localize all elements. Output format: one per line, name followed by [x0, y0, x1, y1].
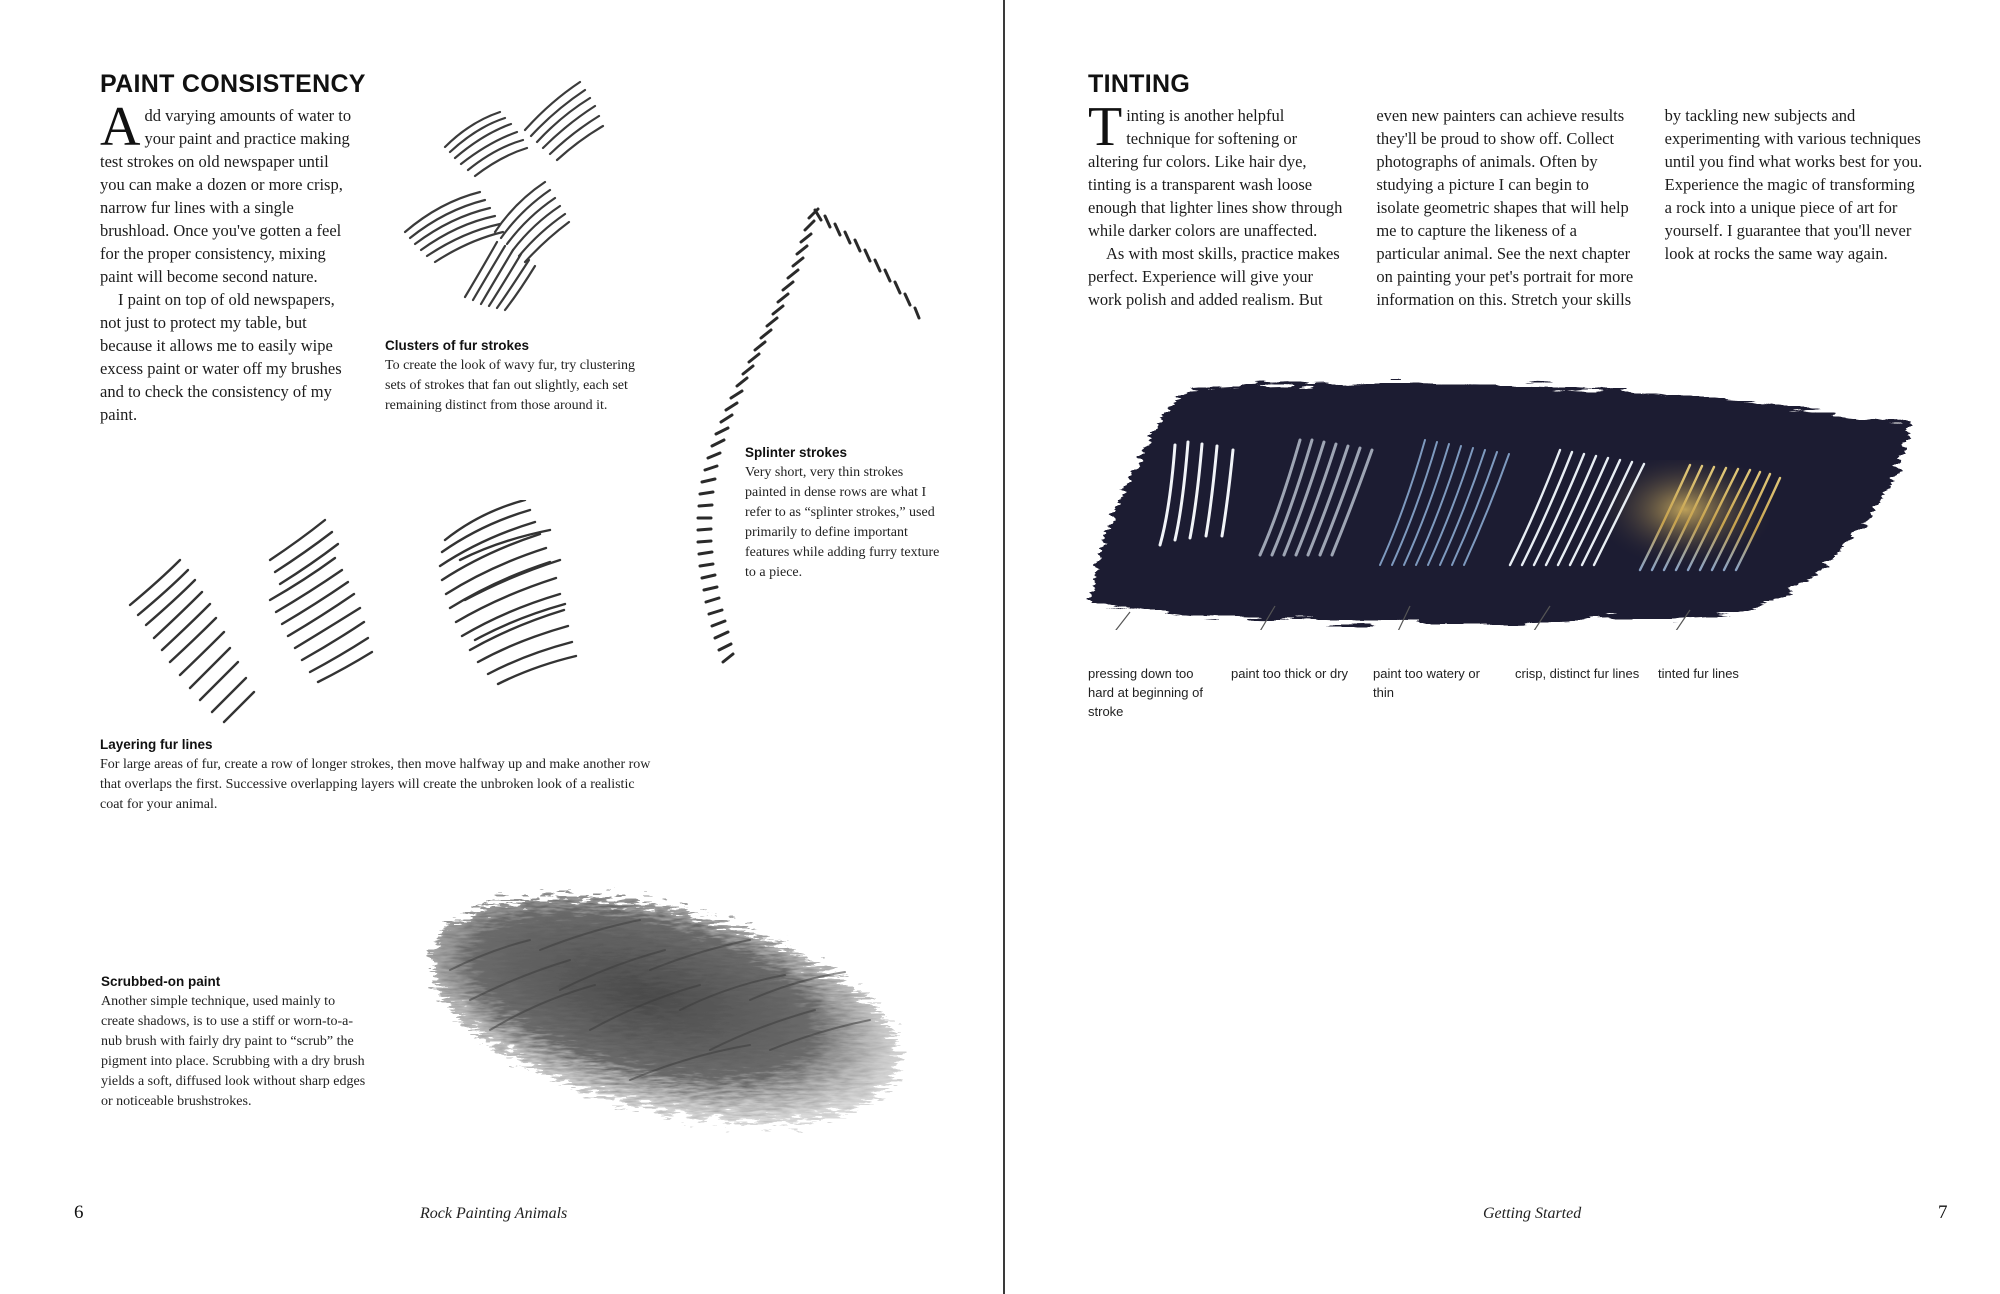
- tinting-heading: TINTING: [1088, 70, 1191, 98]
- fur-clusters-illustration: [385, 72, 655, 312]
- para-1-text: dd varying amounts of water to your paint and practice making test strokes on old newspaper until you can make a dozen or more crisp, narrow fur lines with a single brushload. Once you've gotten a feel for the proper consistency, mixing paint will become second nature.: [100, 106, 352, 286]
- cluster-d: [495, 182, 569, 262]
- layer-group-3: [440, 500, 576, 684]
- layering-caption: [100, 737, 660, 815]
- tinting-para-1: [1088, 96, 1346, 242]
- scrubbed-caption: [101, 974, 366, 1112]
- cluster-a: [445, 112, 527, 176]
- layering-fur-illustration: [120, 500, 650, 730]
- tinting-para-2: As with most skills, practice makes perfect. Experience will give your work polish and added realism. But even new painters can achieve results they'll be proud to show off. Collect photographs of animals. Often by studying a picture I can begin to isolate geometric shapes that will help me to capture the likeness of a particular animal. See the next chapter on painting your pet's portrait for more information on this. Stretch your skills by tackling new subjects and experimenting with various techniques until you find what works best for you. Experience the magic of transforming a rock into a unique piece of art for yourself. I guarantee that you'll never look at rocks the same way again.: [1088, 106, 1923, 309]
- splinter-strokes-illustration: [665, 180, 935, 670]
- clusters-caption-text: To create the look of wavy fur, try clustering sets of strokes that fan out slightly, each set remaining distinct from those around it.: [385, 358, 635, 413]
- cluster-e: [465, 242, 535, 310]
- paint-consistency-para-1: [100, 96, 352, 288]
- paint-consistency-heading: PAINT CONSISTENCY: [100, 70, 366, 98]
- dropcap-t: T: [1088, 96, 1123, 158]
- scrubbed-caption-text: Another simple technique, used mainly to create shadows, is to use a stiff or worn-to-a-nub brush with fairly dry paint to “scrub” the pigment into place. Scrubbing with a dry brush yields a soft, diffused look without sharp edges or noticeable brushstrokes.: [101, 994, 366, 1109]
- running-title-right: Getting Started: [1483, 1205, 1582, 1222]
- layering-caption-text: For large areas of fur, create a row of longer strokes, then move halfway up and make another row that overlaps the first. Successive overlapping layers will create the unbroken look of a realistic coat for your animal.: [100, 757, 651, 812]
- page-number-left: 6: [74, 1202, 84, 1223]
- cluster-b: [525, 82, 603, 160]
- splinter-caption-title: Splinter strokes: [745, 445, 848, 460]
- label-tinted-lines: tinted fur lines: [1658, 666, 1739, 681]
- clusters-caption-title: Clusters of fur strokes: [385, 338, 530, 353]
- scrubbed-paint-illustration: [390, 880, 940, 1170]
- clusters-caption: [385, 338, 645, 416]
- paint-consistency-para-2: I paint on top of old newspapers, not just to protect my table, but because it allows me to easily wipe excess paint or water off my brushes and to check the consistency of my paint.: [100, 290, 342, 424]
- tinting-swatch-illustration: [1080, 370, 1925, 630]
- label-pressing-down: pressing down too hard at beginning of stroke: [1088, 666, 1203, 719]
- label-crisp-lines: crisp, distinct fur lines: [1515, 666, 1640, 681]
- right-page: [1000, 0, 2000, 1294]
- cluster-c: [405, 192, 503, 262]
- dropcap-a: A: [100, 96, 141, 158]
- paint-consistency-body: [100, 96, 352, 426]
- tinting-body: [1088, 96, 1923, 311]
- label-too-watery: paint too watery or thin: [1373, 666, 1480, 700]
- splinter-caption-text: Very short, very thin strokes painted in dense rows are what I refer to as “splinter strokes,” used primarily to define important features while adding furry texture to a piece.: [745, 465, 940, 580]
- page-number-right: 7: [1938, 1202, 1948, 1223]
- label-too-thick: paint too thick or dry: [1231, 666, 1349, 681]
- layer-group-1: [130, 560, 254, 722]
- running-title-left: Rock Painting Animals: [420, 1205, 568, 1222]
- layering-caption-title: Layering fur lines: [100, 737, 213, 752]
- scrubbed-caption-title: Scrubbed-on paint: [101, 974, 221, 989]
- layer-group-2: [270, 520, 372, 682]
- tinting-para-1-text: inting is another helpful technique for softening or altering fur colors. Like hair dye, tinting is a transparent wash loose enough that lighter lines show through while darker colors are unaffected.: [1088, 106, 1343, 240]
- splinter-caption: [745, 445, 940, 583]
